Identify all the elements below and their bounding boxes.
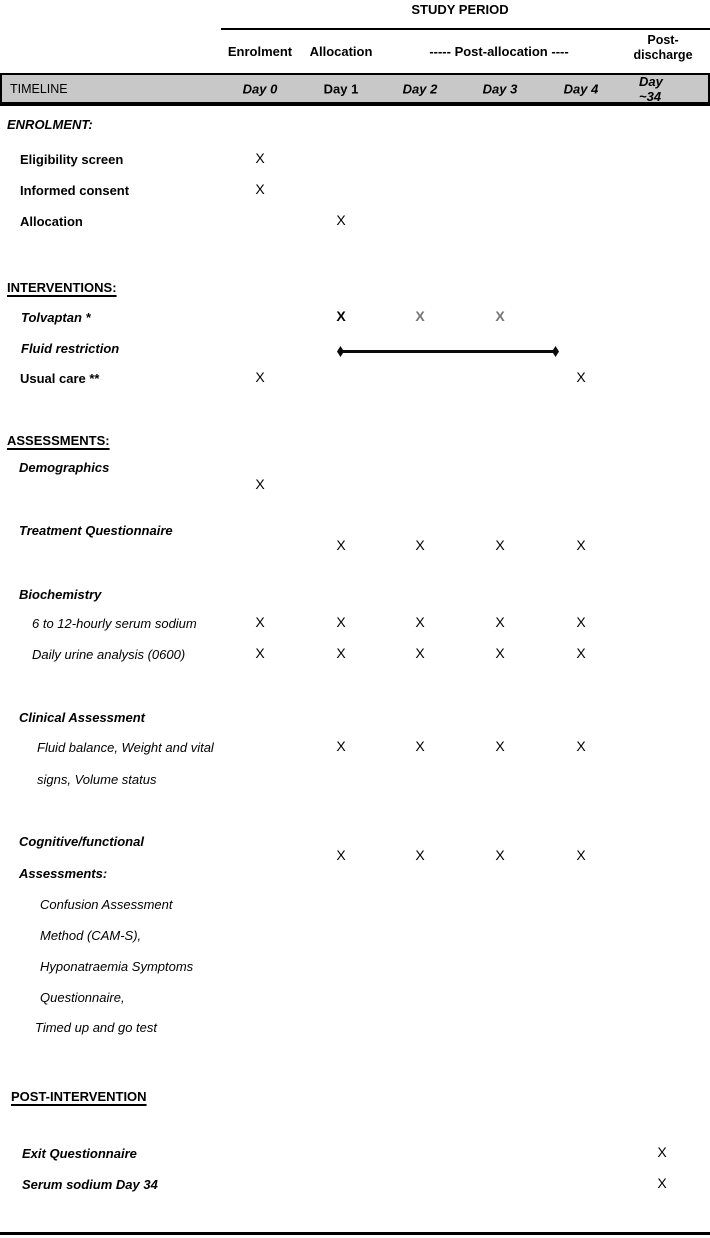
row-label-treatment-questionnaire: Treatment Questionnaire xyxy=(19,523,173,538)
mark-x: X xyxy=(495,738,505,754)
bottom-rule xyxy=(0,1232,710,1235)
mark-x: X xyxy=(415,738,425,754)
row-label-biochemistry: Biochemistry xyxy=(19,587,102,602)
mark-x-gray: X xyxy=(415,308,425,324)
row-label-confusion-line1: Confusion Assessment xyxy=(40,897,173,912)
header-rule xyxy=(221,28,710,30)
mark-x: X xyxy=(336,308,346,324)
mark-x: X xyxy=(255,476,265,492)
row-label-informed-consent: Informed consent xyxy=(20,183,130,198)
mark-x: X xyxy=(336,614,346,630)
row-label-hyponatraemia-line1: Hyponatraemia Symptoms xyxy=(40,959,194,974)
row-label-tolvaptan: Tolvaptan * xyxy=(21,310,91,325)
mark-x: X xyxy=(657,1144,667,1160)
mark-x: X xyxy=(336,645,346,661)
timeline-day-2: Day 2 xyxy=(402,81,438,96)
column-group-allocation: Allocation xyxy=(309,44,373,59)
row-label-serum-sodium: 6 to 12-hourly serum sodium xyxy=(32,616,197,631)
section-interventions: INTERVENTIONS: xyxy=(7,280,117,295)
page-title: STUDY PERIOD xyxy=(411,2,509,17)
mark-x: X xyxy=(576,537,586,553)
timeline-label: TIMELINE xyxy=(10,81,68,96)
section-enrolment: ENROLMENT: xyxy=(7,117,93,132)
mark-x: X xyxy=(336,847,346,863)
timeline-day-4: Day 4 xyxy=(563,81,599,96)
mark-x: X xyxy=(576,645,586,661)
row-label-confusion-line2: Method (CAM-S), xyxy=(40,928,142,943)
row-label-cognitive-line2: Assessments: xyxy=(19,866,108,881)
mark-x: X xyxy=(576,738,586,754)
row-label-demographics: Demographics xyxy=(19,460,110,475)
column-group-enrolment: Enrolment xyxy=(227,44,293,59)
row-label-hyponatraemia-line2: Questionnaire, xyxy=(40,990,125,1005)
timeline-day-3: Day 3 xyxy=(482,81,518,96)
mark-x: X xyxy=(415,614,425,630)
mark-x: X xyxy=(255,369,265,385)
arrow-right-head xyxy=(552,346,559,357)
mark-x: X xyxy=(255,181,265,197)
row-label-fluid-balance-line1: Fluid balance, Weight and vital xyxy=(37,740,214,755)
mark-x: X xyxy=(495,537,505,553)
row-label-cognitive-line1: Cognitive/functional xyxy=(19,834,144,849)
mark-x: X xyxy=(576,369,586,385)
mark-x: X xyxy=(657,1175,667,1191)
row-label-fluid-balance-line2: signs, Volume status xyxy=(37,772,157,787)
row-label-allocation: Allocation xyxy=(20,214,83,229)
mark-x: X xyxy=(576,614,586,630)
mark-x: X xyxy=(495,847,505,863)
mark-x: X xyxy=(415,645,425,661)
section-assessments: ASSESSMENTS: xyxy=(7,433,110,448)
mark-x: X xyxy=(336,738,346,754)
mark-x: X xyxy=(495,645,505,661)
mark-x: X xyxy=(415,537,425,553)
mark-x: X xyxy=(255,614,265,630)
timeline-day-0: Day 0 xyxy=(242,81,278,96)
column-group-post-discharge: Post-discharge xyxy=(633,33,693,62)
mark-x: X xyxy=(576,847,586,863)
mark-x: X xyxy=(495,614,505,630)
timeline-day-34: Day ~34 xyxy=(639,73,663,104)
mark-x: X xyxy=(255,150,265,166)
row-label-fluid-restriction: Fluid restriction xyxy=(21,341,120,356)
arrow-line xyxy=(340,350,556,353)
mark-x: X xyxy=(336,212,346,228)
row-label-timed-up-and-go: Timed up and go test xyxy=(35,1020,158,1035)
row-label-eligibility: Eligibility screen xyxy=(20,152,124,167)
column-group-post-allocation: ----- Post-allocation ---- xyxy=(429,44,569,59)
duration-arrow xyxy=(337,346,559,357)
mark-x: X xyxy=(255,645,265,661)
row-label-urine-analysis: Daily urine analysis (0600) xyxy=(32,647,186,662)
row-label-clinical-assessment: Clinical Assessment xyxy=(19,710,145,725)
row-label-usual-care: Usual care ** xyxy=(20,371,100,386)
row-label-serum-sodium-day34: Serum sodium Day 34 xyxy=(22,1177,158,1192)
mark-x-gray: X xyxy=(495,308,505,324)
timeline-day-1: Day 1 xyxy=(323,81,359,96)
mark-x: X xyxy=(415,847,425,863)
mark-x: X xyxy=(336,537,346,553)
row-label-exit-questionnaire: Exit Questionnaire xyxy=(22,1146,137,1161)
section-post-intervention: POST-INTERVENTION xyxy=(11,1089,147,1104)
timeline-band xyxy=(0,73,710,106)
